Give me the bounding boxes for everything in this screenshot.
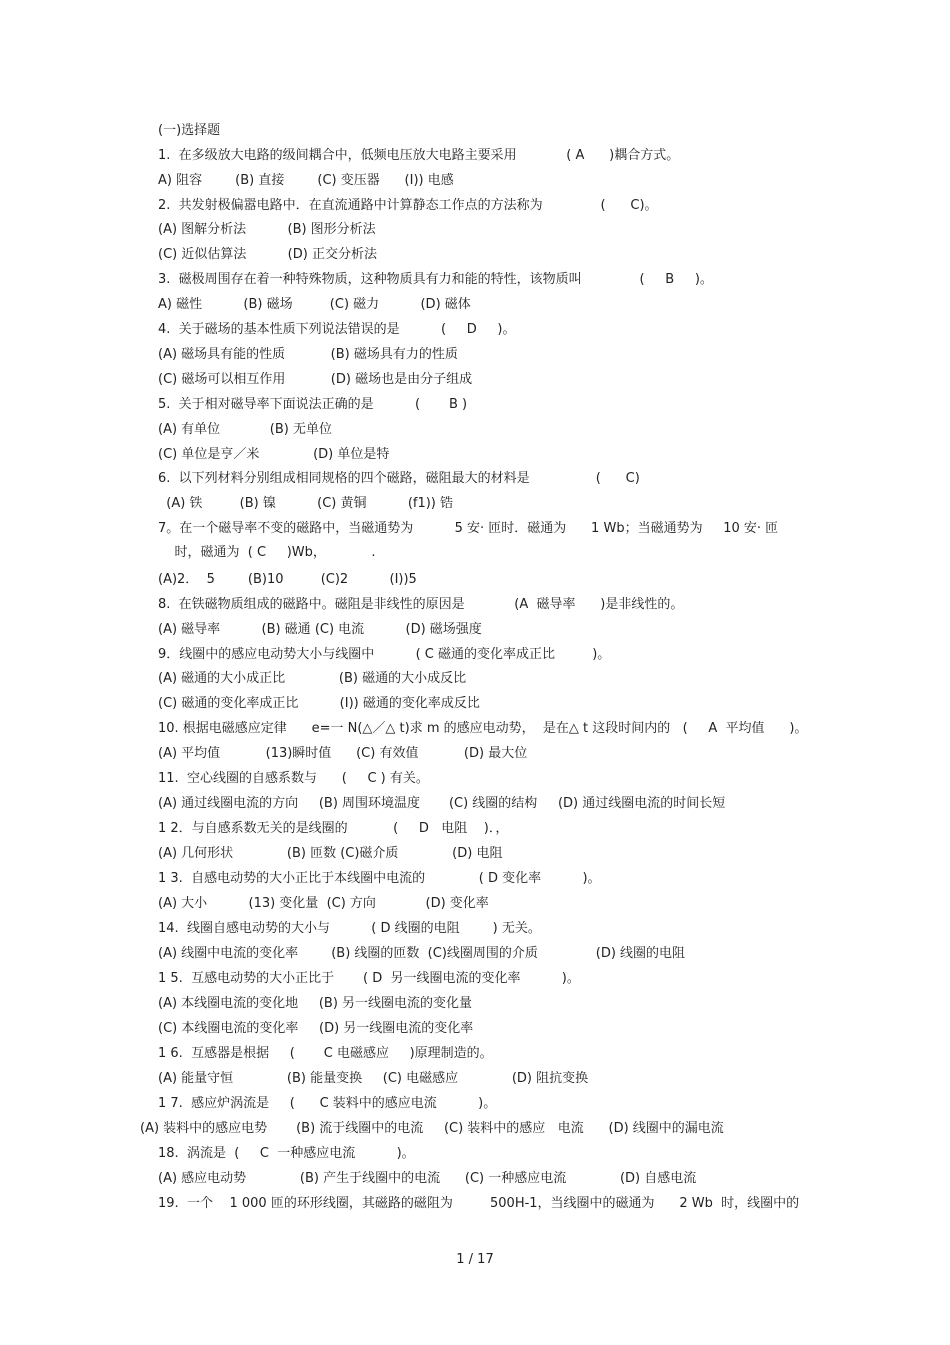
question-13: 1 3. 自感电动势的大小正比于本线圈中电流的 ( D 变化率 )。: [158, 871, 601, 886]
question-10: 10. 根据电磁感应定律 e=一 N(△／△ t)求 m 的感应电动势， 是在△ t 这段时间内的 ( A 平均值 )。: [158, 721, 808, 736]
question-4: 4. 关于磁场的基本性质下列说法错误的是 ( D )。: [158, 322, 516, 337]
options-5b: (C) 单位是亨／米 (D) 单位是特: [158, 447, 390, 462]
options-13: (A) 大小 (13) 变化量 (C) 方向 (D) 变化率: [158, 896, 489, 911]
options-14: (A) 线圈中电流的变化率 (B) 线圈的匝数 (C)线圈周围的介质 (D) 线圈的电阻: [158, 946, 686, 961]
options-1: A) 阻容 (B) 直接 (C) 变压器 (I)) 电感: [158, 173, 454, 188]
options-15a: (A) 本线圈电流的变化地 (B) 另一线圈电流的变化量: [158, 996, 473, 1011]
options-2b: (C) 近似估算法 (D) 正交分析法: [158, 247, 377, 262]
options-3: A) 磁性 (B) 磁场 (C) 磁力 (D) 磁体: [158, 297, 471, 312]
options-10: (A) 平均值 (13)瞬时值 (C) 有效值 (D) 最大位: [158, 746, 528, 761]
options-5a: (A) 有单位 (B) 无单位: [158, 422, 332, 437]
question-2: 2. 共发射极偏嚣电路中．在直流通路中计算静态工作点的方法称为 ( C)。: [158, 198, 658, 213]
question-3: 3. 磁极周围存在着一种特殊物质，这种物质具有力和能的特性，该物质叫 ( B )。: [158, 272, 713, 287]
options-4a: (A) 磁场具有能的性质 (B) 磁场具有力的性质: [158, 347, 458, 362]
options-12: (A) 几何形状 (B) 匝数 (C)磁介质 (D) 电阻: [158, 846, 503, 861]
options-9a: (A) 磁通的大小成正比 (B) 磁通的大小成反比: [158, 671, 467, 686]
options-8: (A) 磁导率 (B) 磁通 (C) 电流 (D) 磁场强度: [158, 622, 482, 637]
page-number: 1 / 17: [456, 1252, 494, 1267]
options-11: (A) 通过线圈电流的方向 (B) 周围环境温度 (C) 线圈的结构 (D) 通过线圈电流的时间长短: [158, 796, 726, 811]
options-6: (A) 铁 (B) 镍 (C) 黄铜 (f1)) 锆: [158, 496, 454, 511]
question-7-line-2: 时，磁通为 ( C )Wb， .: [158, 545, 376, 560]
options-9b: (C) 磁通的变化率成正比 (I)) 磁通的变化率成反比: [158, 696, 480, 711]
question-7-line-1: 7。在一个磁导率不变的磁路中，当磁通势为 5 安· 匝时．磁通为 1 Wb；当磁通势为 10 安· 匝: [158, 521, 779, 536]
options-7: (A)2． 5 (B)10 (C)2 (I))5: [158, 572, 417, 587]
question-9: 9．线圈中的感应电动势大小与线圈中 ( C 磁通的变化率成正比 )。: [158, 647, 611, 662]
question-5: 5. 关于相对磁导率下面说法正确的是 ( B ): [158, 397, 468, 412]
question-1: 1. 在多级放大电路的级间耦合中，低频电压放大电路主要采用 ( A )耦合方式。: [158, 148, 680, 163]
question-8: 8. 在铁磁物质组成的磁路中。磁阻是非线性的原因是 (A 磁导率 )是非线性的。: [158, 597, 684, 612]
question-17: 1 7. 感应炉涡流是 ( C 装料中的感应电流 )。: [158, 1096, 497, 1111]
options-4b: (C) 磁场可以相互作用 (D) 磁场也是由分子组成: [158, 372, 473, 387]
question-11: 11. 空心线圈的自感系数与 ( C ) 有关。: [158, 771, 429, 786]
question-12: 1 2．与自感系数无关的是线圈的 ( D 电阻 )．，: [158, 821, 509, 836]
question-19: 19. 一个 1 000 匝的环形线圈，其磁路的磁阻为 500H-1，当线圈中的磁通为 2 Wb 时，线圈中的: [158, 1196, 800, 1211]
options-17: (A) 装料中的感应电势 (B) 流于线圈中的电流 (C) 装料中的感应 电流 (D) 线圈中的漏电流: [140, 1121, 724, 1136]
options-16: (A) 能量守恒 (B) 能量变换 (C) 电磁感应 (D) 阻抗变换: [158, 1071, 589, 1086]
question-6: 6. 以下列材料分别组成相同规格的四个磁路，磁阻最大的材料是 ( C): [158, 471, 640, 486]
question-16: 1 6. 互感器是根据 ( C 电磁感应 )原理制造的。: [158, 1046, 493, 1061]
section-heading: (一)选择题: [158, 123, 221, 138]
question-14: 14. 线圈自感电动势的大小与 ( D 线圈的电阻 ) 无关。: [158, 921, 541, 936]
options-15b: (C) 本线圈电流的变化率 (D) 另一线圈电流的变化率: [158, 1021, 474, 1036]
question-15: 1 5. 互感电动势的大小正比于 ( D 另一线圈电流的变化率 )。: [158, 971, 580, 986]
options-2a: (A) 图解分析法 (B) 图形分析法: [158, 222, 376, 237]
options-18: (A) 感应电动势 (B) 产生于线圈中的电流 (C) 一种感应电流 (D) 自感电流: [158, 1171, 697, 1186]
question-18: 18. 涡流是 ( C 一种感应电流 )。: [158, 1146, 415, 1161]
